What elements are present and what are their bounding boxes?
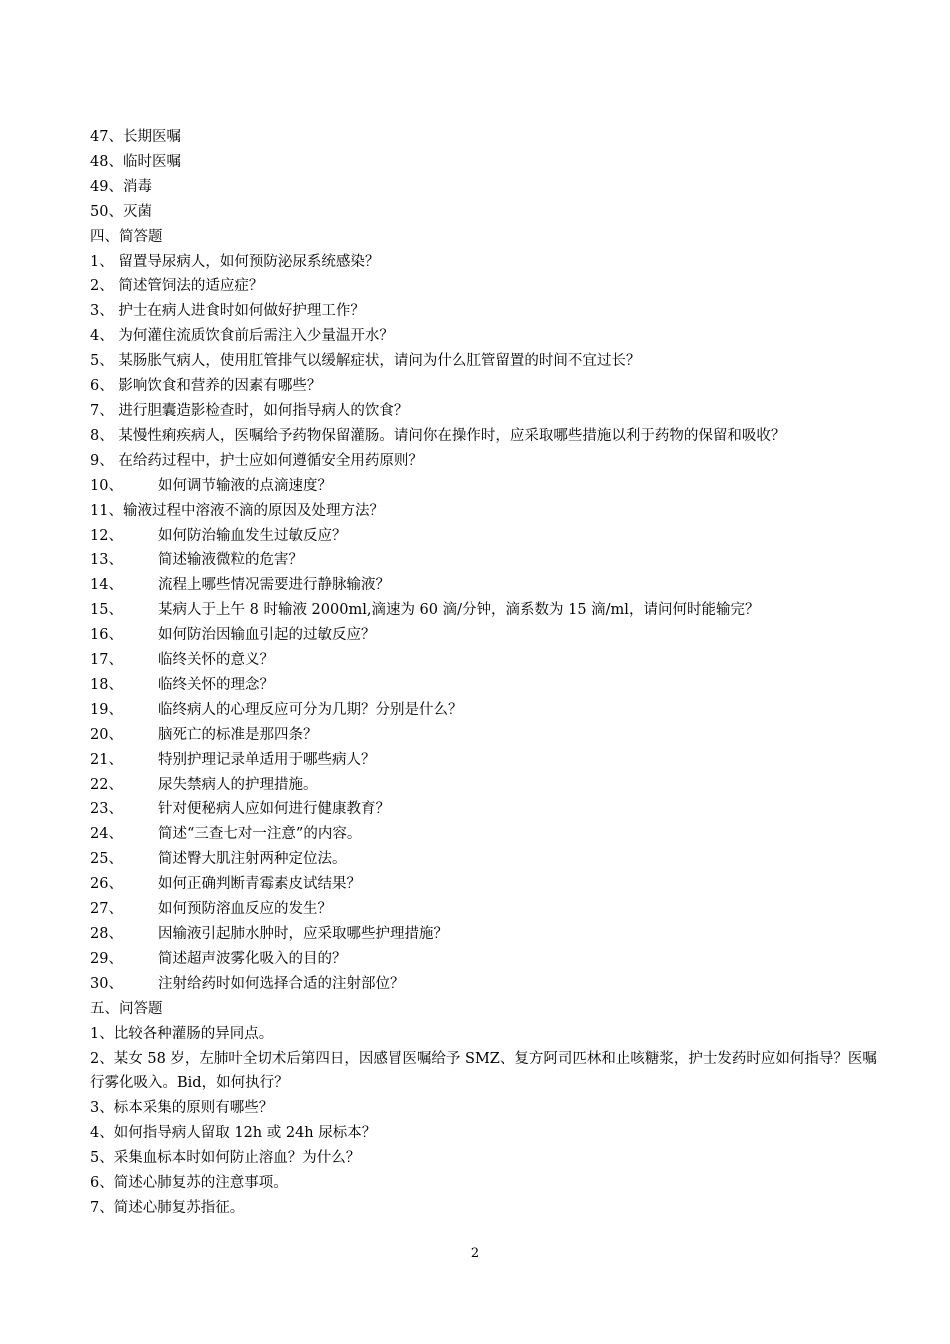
item-text: 如何指导病人留取 12h 或 24h 尿标本？	[113, 1125, 377, 1142]
item-text: 如何防治因输血引起的过敏反应？	[158, 627, 376, 644]
question-item	[90, 748, 880, 773]
question-item	[90, 773, 880, 798]
item-number: 26、	[90, 876, 123, 893]
item-number: 3、	[90, 303, 114, 320]
item-text: 如何预防溶血反应的发生？	[158, 901, 332, 918]
item-text: 在给药过程中，护士应如何遵循安全用药原则？	[113, 452, 423, 469]
item-text: 消毒	[122, 178, 152, 195]
item-text: 如何防治输血发生过敏反应？	[158, 527, 347, 544]
item-number: 17、	[90, 652, 123, 669]
page-number: 2	[470, 1246, 480, 1261]
question-item	[90, 150, 880, 175]
item-number: 21、	[90, 751, 123, 768]
item-text: 尿失禁病人的护理措施。	[158, 776, 318, 793]
item-text: 临终关怀的理念？	[158, 676, 274, 693]
item-number: 29、	[90, 950, 123, 967]
item-text: 简述管饲法的适应症？	[113, 278, 264, 295]
page-content	[90, 125, 880, 1221]
item-number: 8、	[90, 427, 114, 444]
item-number: 28、	[90, 926, 123, 942]
section-heading	[90, 997, 880, 1022]
question-item	[90, 349, 880, 374]
question-item	[90, 797, 880, 822]
section-heading	[90, 225, 880, 250]
item-text: 临终关怀的意义？	[158, 652, 274, 669]
question-item	[90, 623, 880, 648]
item-text: 脑死亡的标准是那四条？	[158, 726, 318, 743]
item-number: 10、	[90, 477, 123, 494]
item-number: 2、	[90, 278, 114, 295]
question-item	[90, 499, 880, 524]
question-item	[90, 972, 880, 997]
item-text: 简述“三查七对一注意”的内容。	[158, 826, 362, 843]
item-text: 标本采集的原则有哪些？	[113, 1100, 274, 1117]
question-item	[90, 947, 880, 972]
item-text: 护士在病人进食时如何做好护理工作？	[113, 303, 365, 320]
item-text: 影响饮食和营养的因素有哪些？	[113, 378, 322, 395]
item-number: 3、	[90, 1100, 114, 1117]
item-number: 20、	[90, 726, 123, 743]
item-text: 简述超声波雾化吸入的目的？	[158, 950, 347, 967]
question-item	[90, 1096, 880, 1121]
item-number: 7、	[90, 1199, 114, 1216]
question-item	[90, 648, 880, 673]
item-number: 19、	[90, 701, 123, 718]
item-number: 12、	[90, 527, 123, 544]
item-text: 简述心肺复苏指征。	[113, 1199, 245, 1216]
item-text: 临时医嘱	[122, 153, 181, 170]
question-item	[90, 548, 880, 573]
item-text: 长期医嘱	[122, 129, 181, 145]
item-text: 流程上哪些情况需要进行静脉输液？	[158, 577, 390, 594]
question-item	[90, 1171, 880, 1196]
question-item	[90, 897, 880, 922]
item-number: 47、	[90, 129, 123, 145]
item-number: 23、	[90, 801, 123, 818]
item-text: 某肠胀气病人，使用肛管排气以缓解症状，请问为什么肛管留置的时间不宜过长？	[113, 353, 641, 370]
question-item	[90, 1047, 880, 1097]
item-number: 25、	[90, 851, 123, 868]
item-text: 因输液引起肺水肿时，应采取哪些护理措施？	[158, 926, 448, 942]
item-number: 5、	[90, 353, 114, 370]
item-text: 简述输液微粒的危害？	[158, 552, 303, 569]
item-number: 16、	[90, 627, 123, 644]
item-number: 7、	[90, 402, 114, 419]
question-item	[90, 524, 880, 549]
item-text: 进行胆囊造影检查时，如何指导病人的饮食？	[113, 402, 409, 419]
item-text: 某慢性痢疾病人，医嘱给予药物保留灌肠。请问你在操作时，应采取哪些措施以利于药物的保留和吸收？	[113, 427, 786, 444]
question-item	[90, 125, 880, 150]
item-number: 14、	[90, 577, 123, 594]
item-number: 30、	[90, 975, 123, 992]
item-number: 13、	[90, 552, 123, 569]
item-number: 48、	[90, 153, 123, 170]
section-title: 五、问答题	[90, 1000, 163, 1017]
item-text: 针对便秘病人应如何进行健康教育？	[158, 801, 390, 818]
question-item	[90, 424, 880, 449]
question-item	[90, 474, 880, 499]
item-number: 6、	[90, 378, 114, 395]
item-number: 1、	[90, 253, 114, 270]
question-item	[90, 399, 880, 424]
section-title: 四、简答题	[90, 228, 163, 245]
item-number: 6、	[90, 1175, 114, 1192]
item-text: 输液过程中溶液不滴的原因及处理方法？	[122, 502, 384, 519]
item-text: 采集血标本时如何防止溶血？为什么？	[113, 1150, 361, 1167]
question-item	[90, 449, 880, 474]
item-number: 18、	[90, 676, 123, 693]
question-item	[90, 374, 880, 399]
item-number: 11、	[90, 502, 123, 519]
question-item	[90, 723, 880, 748]
item-text: 临终病人的心理反应可分为几期？分别是什么？	[158, 701, 463, 718]
item-text: 简述心肺复苏的注意事项。	[113, 1175, 288, 1192]
question-item	[90, 673, 880, 698]
item-number: 15、	[90, 602, 123, 619]
item-number: 27、	[90, 901, 123, 918]
question-item	[90, 1022, 880, 1047]
question-item	[90, 822, 880, 847]
question-item	[90, 250, 880, 275]
item-text: 注射给药时如何选择合适的注射部位？	[158, 975, 405, 992]
question-item	[90, 1121, 880, 1146]
question-item	[90, 922, 880, 947]
item-text: 特别护理记录单适用于哪些病人？	[158, 751, 376, 768]
item-text: 为何灌住流质饮食前后需注入少量温开水？	[113, 328, 394, 345]
item-number: 24、	[90, 826, 123, 843]
question-item	[90, 1196, 880, 1221]
item-text: 留置导尿病人，如何预防泌尿系统感染？	[113, 253, 380, 270]
item-number: 49、	[90, 178, 123, 195]
question-item	[90, 1146, 880, 1171]
item-number: 5、	[90, 1150, 114, 1167]
item-number: 50、	[90, 203, 123, 220]
question-item	[90, 598, 880, 623]
question-item	[90, 324, 880, 349]
question-item	[90, 847, 880, 872]
question-item	[90, 175, 880, 200]
item-number: 1、	[90, 1025, 114, 1042]
question-item	[90, 573, 880, 598]
item-text: 简述臀大肌注射两种定位法。	[158, 851, 347, 868]
item-number: 4、	[90, 328, 114, 345]
item-number: 22、	[90, 776, 123, 793]
question-item	[90, 698, 880, 723]
item-text: 某病人于上午 8 时输液 2000ml,滴速为 60 滴/分钟，滴系数为 15 滴/ml，请问何时能输完？	[158, 602, 760, 619]
question-item	[90, 872, 880, 897]
item-text: 某女 58 岁，左肺叶全切术后第四日，因感冒医嘱给予 SMZ、复方阿司匹林和止咳糖浆，护士发药时应如何指导？医嘱行雾化吸入。Bid，如何执行？	[90, 1050, 877, 1092]
question-item	[90, 200, 880, 225]
item-text: 如何调节输液的点滴速度？	[158, 477, 332, 494]
item-text: 比较各种灌肠的异同点。	[113, 1025, 274, 1042]
item-text: 如何正确判断青霉素皮试结果？	[158, 876, 361, 893]
question-item	[90, 299, 880, 324]
question-item	[90, 274, 880, 299]
item-number: 4、	[90, 1125, 114, 1142]
item-text: 灭菌	[122, 203, 152, 220]
item-number: 9、	[90, 452, 114, 469]
item-number: 2、	[90, 1050, 114, 1067]
